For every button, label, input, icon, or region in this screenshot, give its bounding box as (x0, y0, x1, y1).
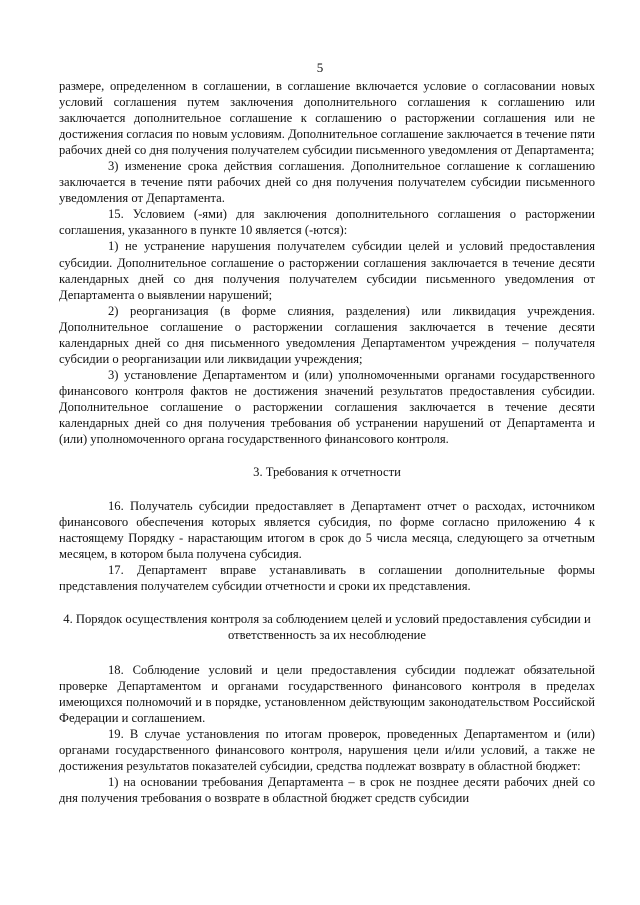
paragraph: размере, определенном в соглашении, в соглашение включается условие о согласовании новых условий соглашения путем заключения дополнительного соглашения к соглашению или заключается дополнительное соглашение к соглашению о расторжении соглашения или не достижения согласия по новым условиям. Дополнительное соглашение заключается в течение пяти рабочих дней со дня получения получателем субсидии письменного уведомления от Департамента; (59, 79, 595, 158)
paragraph: 1) не устранение нарушения получателем субсидии целей и условий предоставления субсидии. Дополнительное соглашение о расторжении соглашения заключается в течение десяти календарных дней со дня получения получателем субсидии письменного уведомления от Департамента о выявлении нарушений; (59, 239, 595, 302)
document-body (59, 78, 595, 806)
paragraph: 1) на основании требования Департамента – в срок не позднее десяти рабочих дней со дня получения требования о возврате в областной бюджет средств субсидии (59, 774, 595, 805)
paragraph: 3) изменение срока действия соглашения. Дополнительное соглашение к соглашению заключается в течение пяти рабочих дней со дня получения получателем субсидии письменного уведомления от Департамента. (59, 159, 595, 206)
paragraph: 17. Департамент вправе устанавливать в соглашении дополнительные формы представления получателем субсидии отчетности и сроки их представления. (59, 563, 595, 594)
paragraph: 18. Соблюдение условий и цели предоставления субсидии подлежат обязательной проверке Департаментом и органами государственного финансового контроля в пределах имеющихся полномочий и в порядке, установленном действующим законодательством Российской Федерации и соглашением. (59, 662, 595, 725)
paragraph: 19. В случае установления по итогам проверок, проведенных Департаментом и (или) органами государственного финансового контроля, нарушения цели и/или условий, а также не достижения результатов показателей субсидии, средства подлежат возврату в областной бюджет: (59, 726, 595, 773)
paragraph: 16. Получатель субсидии предоставляет в Департамент отчет о расходах, источником финансового обеспечения которых является субсидия, по форме согласно приложению 4 к настоящему Порядку - нарастающим итогом в срок до 5 числа месяца, следующего за отчетным месяцем, в котором была получена субсидия. (59, 499, 595, 562)
paragraph: 15. Условием (-ями) для заключения дополнительного соглашения о расторжении соглашения, указанного в пункте 10 является (-ются): (59, 207, 595, 238)
page-number: 5 (316, 60, 324, 75)
paragraph: 2) реорганизация (в форме слияния, разделения) или ликвидация учреждения. Дополнительное соглашение о расторжении соглашения заключается в течение десяти календарных дней со дня письменного уведомления Департаментом учреждения – получателя субсидии о реорганизации или ликвидации учреждения; (59, 303, 595, 366)
paragraph: 3) установление Департаментом и (или) уполномоченными органами государственного финансового контроля фактов не достижения значений результатов предоставления субсидии. Дополнительное соглашение о расторжении соглашения заключается в течение десяти календарных дней со дня получения требования об устранении нарушений от Департамента и (или) уполномоченного органа государственного финансового контроля. (59, 367, 595, 447)
section-heading: 3. Требования к отчетности (253, 465, 401, 480)
section-heading: 4. Порядок осуществления контроля за соблюдением целей и условий предоставления субсидии и ответственность за их несоблюдение (63, 612, 591, 643)
